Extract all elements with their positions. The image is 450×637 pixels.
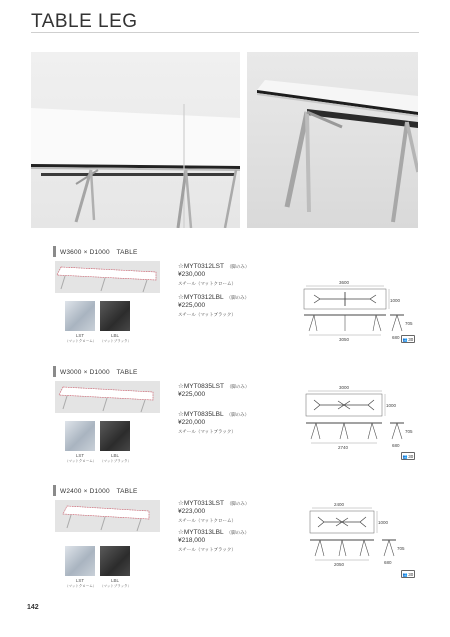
product-price: ¥223,000: [178, 507, 206, 515]
product-code: ☆MYT0313LBL: [178, 529, 224, 536]
section-header: [53, 484, 138, 496]
swatch-label-lst: [65, 333, 95, 343]
product-price: ¥230,000: [178, 270, 206, 278]
swatch-label-lst: [65, 578, 95, 588]
product-lst: [178, 499, 298, 524]
dim-depth: 1000: [390, 298, 401, 303]
product-note: （脚のみ）: [226, 384, 250, 389]
product-price: ¥220,000: [178, 418, 206, 426]
finish-swatch-lst: [65, 301, 95, 331]
swatch-code: LBL: [110, 333, 119, 338]
capacity-badge: [401, 452, 415, 460]
dim-width: 3600: [339, 280, 350, 285]
swatch-code: LST: [75, 333, 85, 338]
swatch-code: LBL: [110, 578, 119, 583]
section-marker: [53, 246, 56, 257]
dim-foot: 680: [392, 335, 400, 340]
swatch-label-lbl: [100, 333, 130, 343]
capacity-badge: [401, 570, 415, 578]
table-thumbnail: [55, 500, 160, 532]
product-note: （脚のみ）: [226, 501, 250, 506]
section-w2400: [31, 484, 421, 604]
swatch-name: （マットブラック）: [100, 583, 132, 588]
dim-leg-span: 2050: [334, 562, 345, 567]
product-code: ☆MYT0312LBL: [178, 294, 224, 301]
section-title: W3600 × D1000 TABLE: [60, 248, 138, 256]
product-price: ¥218,000: [178, 536, 206, 544]
capacity-badge: [401, 335, 415, 343]
product-note: （脚のみ）: [226, 264, 250, 269]
dim-height: 705: [397, 546, 405, 551]
dim-width: 3000: [339, 385, 350, 390]
dimension-drawing: [296, 502, 405, 588]
swatch-name: （マットブラック）: [100, 338, 132, 343]
product-finish: スチール（マットブラック）: [178, 428, 236, 434]
page-number: 142: [27, 604, 39, 611]
swatch-code: LST: [75, 453, 85, 458]
capacity-value: 30: [408, 571, 414, 577]
product-finish: スチール（マットクローム）: [178, 280, 237, 286]
dim-depth: 1000: [378, 520, 389, 525]
people-icon: 👥: [402, 336, 408, 342]
swatch-name: （マットブラック）: [100, 458, 132, 463]
section-title: W3000 × D1000 TABLE: [60, 368, 138, 376]
product-note: （脚のみ）: [226, 412, 250, 417]
product-price: ¥225,000: [178, 390, 206, 398]
dimension-drawing: [296, 385, 413, 471]
swatch-name: （マットクローム）: [65, 583, 97, 588]
product-code: ☆MYT0835LBL: [178, 411, 224, 418]
swatch-label-lbl: [100, 578, 130, 588]
hero-photo-table-overview: [31, 52, 240, 228]
finish-swatch-lst: [65, 546, 95, 576]
table-thumbnail: [55, 261, 160, 293]
finish-swatch-lbl: [100, 546, 130, 576]
section-header: [53, 245, 138, 257]
product-lbl: [178, 293, 298, 318]
product-finish: スチール（マットブラック）: [178, 311, 236, 317]
finish-swatch-lbl: [100, 421, 130, 451]
dim-leg-span: 2740: [338, 445, 349, 450]
people-icon: 👥: [402, 571, 408, 577]
dim-height: 705: [405, 321, 413, 326]
section-w3000: [31, 365, 421, 485]
table-thumbnail: [55, 381, 160, 413]
dimension-drawing: [296, 255, 413, 342]
dim-depth: 1000: [386, 403, 397, 408]
product-price: ¥225,000: [178, 301, 206, 309]
dim-foot: 680: [392, 443, 400, 448]
product-lbl: [178, 528, 298, 553]
product-code: ☆MYT0312LST: [178, 263, 224, 270]
swatch-code: LST: [75, 578, 85, 583]
product-note: （脚のみ）: [226, 530, 250, 535]
swatch-label-lbl: [100, 453, 130, 463]
section-w3600: [31, 245, 421, 365]
product-finish: スチール（マットクローム）: [178, 517, 237, 523]
swatch-code: LBL: [110, 453, 119, 458]
swatch-name: （マットクローム）: [65, 338, 97, 343]
swatch-name: （マットクローム）: [65, 458, 97, 463]
finish-swatch-lst: [65, 421, 95, 451]
section-header: [53, 365, 138, 377]
hero-photo-leg-closeup: [247, 52, 418, 228]
product-finish: スチール（マットブラック）: [178, 546, 236, 552]
product-lst: [178, 262, 298, 287]
dim-width: 2400: [334, 502, 345, 507]
dim-height: 705: [405, 429, 413, 434]
finish-swatch-lbl: [100, 301, 130, 331]
page-title: TABLE LEG: [31, 11, 138, 32]
section-marker: [53, 485, 56, 496]
section-marker: [53, 366, 56, 377]
capacity-value: 30: [408, 336, 414, 342]
product-lbl: [178, 410, 298, 435]
product-lst: [178, 382, 298, 398]
dim-leg-span: 3050: [339, 337, 350, 342]
product-code: ☆MYT0313LST: [178, 500, 224, 507]
product-code: ☆MYT0835LST: [178, 383, 224, 390]
swatch-label-lst: [65, 453, 95, 463]
dim-foot: 680: [384, 560, 392, 565]
product-note: （脚のみ）: [226, 295, 250, 300]
section-title: W2400 × D1000 TABLE: [60, 487, 138, 495]
capacity-value: 30: [408, 453, 414, 459]
people-icon: 👥: [402, 453, 408, 459]
title-divider: [31, 32, 419, 33]
